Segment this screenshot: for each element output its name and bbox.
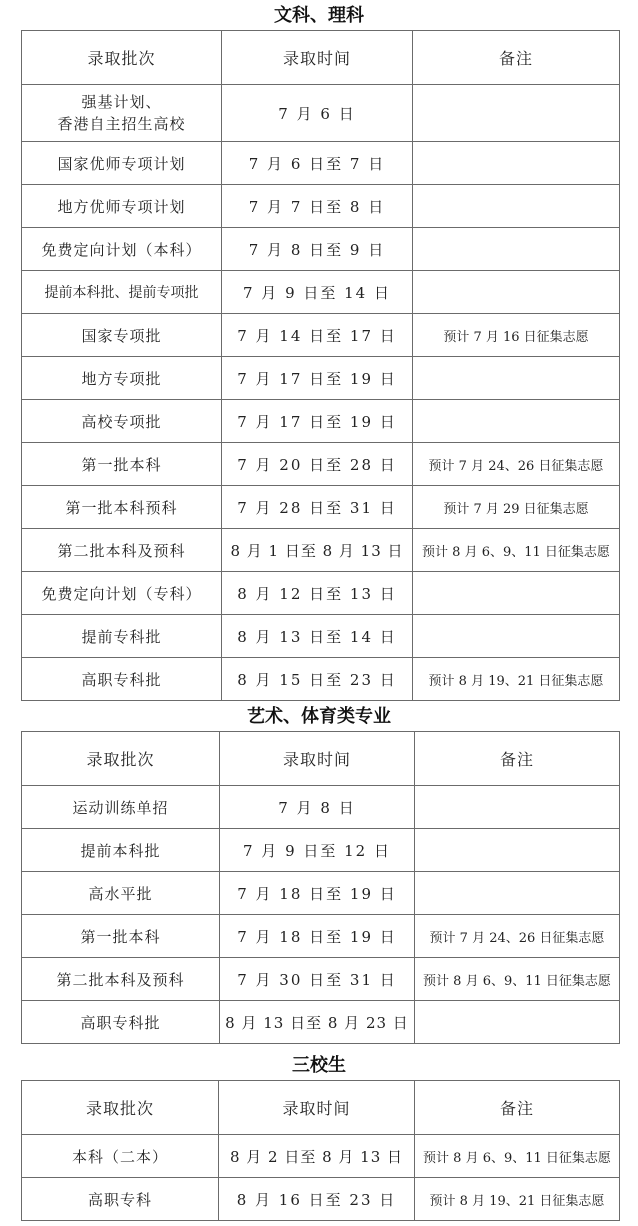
schedule-table-arts-sports — [21, 731, 620, 1044]
note-cell — [413, 572, 620, 615]
note-cell — [415, 786, 620, 829]
note-cell: 预计 7 月 29 日征集志愿 — [413, 486, 620, 529]
note-cell — [413, 142, 620, 185]
batch-cell: 国家优师专项计划 — [22, 142, 222, 185]
header-time: 录取时间 — [219, 1081, 415, 1135]
section-title-three-schools: 三校生 — [292, 1055, 346, 1076]
time-cell: 8 月 1 日至 8 月 13 日 — [222, 529, 413, 572]
batch-cell: 运动训练单招 — [22, 786, 220, 829]
table-row — [22, 658, 620, 701]
table-row — [22, 1178, 620, 1221]
note-cell — [413, 228, 620, 271]
batch-cell: 高职专科批 — [22, 1001, 220, 1044]
batch-cell: 高职专科批 — [22, 658, 222, 701]
header-batch: 录取批次 — [22, 1081, 219, 1135]
note-cell: 预计 7 月 16 日征集志愿 — [413, 314, 620, 357]
time-cell: 7 月 9 日至 12 日 — [220, 829, 415, 872]
table-row — [22, 400, 620, 443]
table-row — [22, 85, 620, 142]
time-cell: 7 月 28 日至 31 日 — [222, 486, 413, 529]
note-cell: 预计 8 月 19、21 日征集志愿 — [413, 658, 620, 701]
table-row — [22, 615, 620, 658]
note-cell: 预计 7 月 24、26 日征集志愿 — [415, 915, 620, 958]
section-title-liberal-science: 文科、理科 — [274, 5, 364, 26]
batch-cell: 高水平批 — [22, 872, 220, 915]
note-cell: 预计 7 月 24、26 日征集志愿 — [413, 443, 620, 486]
table-row — [22, 786, 620, 829]
table-row — [22, 915, 620, 958]
time-cell: 7 月 30 日至 31 日 — [220, 958, 415, 1001]
batch-cell: 第一批本科 — [22, 915, 220, 958]
table-row — [22, 529, 620, 572]
time-cell: 7 月 18 日至 19 日 — [220, 915, 415, 958]
batch-line-1: 强基计划、 — [81, 93, 162, 111]
batch-cell: 免费定向计划（本科） — [22, 228, 222, 271]
table-row — [22, 958, 620, 1001]
time-cell: 7 月 17 日至 19 日 — [222, 400, 413, 443]
header-batch: 录取批次 — [22, 31, 222, 85]
header-note: 备注 — [415, 732, 620, 786]
time-cell: 8 月 15 日至 23 日 — [222, 658, 413, 701]
time-cell: 7 月 8 日至 9 日 — [222, 228, 413, 271]
table-header-row — [22, 31, 620, 85]
header-note: 备注 — [413, 31, 620, 85]
note-cell — [415, 1001, 620, 1044]
note-cell — [415, 829, 620, 872]
time-cell: 8 月 2 日至 8 月 13 日 — [219, 1135, 415, 1178]
header-time: 录取时间 — [222, 31, 413, 85]
time-cell: 7 月 7 日至 8 日 — [222, 185, 413, 228]
table-row — [22, 357, 620, 400]
time-cell: 7 月 6 日 — [222, 85, 413, 142]
table-header-row — [22, 1081, 620, 1135]
time-cell: 7 月 9 日至 14 日 — [222, 271, 413, 314]
batch-cell: 第二批本科及预科 — [22, 529, 222, 572]
table-row — [22, 1135, 620, 1178]
section-title-arts-sports: 艺术、体育类专业 — [247, 706, 391, 727]
note-cell — [413, 615, 620, 658]
batch-cell: 第一批本科 — [22, 443, 222, 486]
time-cell: 7 月 14 日至 17 日 — [222, 314, 413, 357]
table-row — [22, 872, 620, 915]
note-cell: 预计 8 月 6、9、11 日征集志愿 — [415, 958, 620, 1001]
table-row — [22, 228, 620, 271]
note-cell: 预计 8 月 6、9、11 日征集志愿 — [413, 529, 620, 572]
batch-cell: 提前专科批 — [22, 615, 222, 658]
header-note: 备注 — [415, 1081, 620, 1135]
batch-cell: 第一批本科预科 — [22, 486, 222, 529]
time-cell: 7 月 18 日至 19 日 — [220, 872, 415, 915]
batch-cell: 高职专科 — [22, 1178, 219, 1221]
time-cell: 7 月 20 日至 28 日 — [222, 443, 413, 486]
batch-cell: 提前本科批 — [22, 829, 220, 872]
batch-cell: 提前本科批、提前专项批 — [22, 271, 222, 314]
note-cell — [413, 271, 620, 314]
time-cell: 8 月 12 日至 13 日 — [222, 572, 413, 615]
note-cell — [413, 185, 620, 228]
batch-cell: 高校专项批 — [22, 400, 222, 443]
schedule-table-three-schools — [21, 1080, 620, 1221]
batch-cell: 地方专项批 — [22, 357, 222, 400]
table-row — [22, 271, 620, 314]
time-cell: 7 月 6 日至 7 日 — [222, 142, 413, 185]
batch-line-2: 香港自主招生高校 — [57, 115, 186, 133]
note-cell — [415, 872, 620, 915]
batch-cell: 国家专项批 — [22, 314, 222, 357]
table-row — [22, 572, 620, 615]
note-cell: 预计 8 月 6、9、11 日征集志愿 — [415, 1135, 620, 1178]
batch-cell: 第二批本科及预科 — [22, 958, 220, 1001]
batch-cell: 免费定向计划（专科） — [22, 572, 222, 615]
time-cell: 8 月 13 日至 14 日 — [222, 615, 413, 658]
table-row — [22, 829, 620, 872]
batch-cell: 本科（二本） — [22, 1135, 219, 1178]
batch-cell: 地方优师专项计划 — [22, 185, 222, 228]
table-row — [22, 443, 620, 486]
note-cell — [413, 85, 620, 142]
table-row — [22, 314, 620, 357]
batch-cell — [22, 85, 222, 142]
header-time: 录取时间 — [220, 732, 415, 786]
table-row — [22, 185, 620, 228]
time-cell: 7 月 17 日至 19 日 — [222, 357, 413, 400]
header-batch: 录取批次 — [22, 732, 220, 786]
table-row — [22, 486, 620, 529]
time-cell: 8 月 13 日至 8 月 23 日 — [220, 1001, 415, 1044]
table-row — [22, 142, 620, 185]
note-cell: 预计 8 月 19、21 日征集志愿 — [415, 1178, 620, 1221]
table-header-row — [22, 732, 620, 786]
time-cell: 7 月 8 日 — [220, 786, 415, 829]
time-cell: 8 月 16 日至 23 日 — [219, 1178, 415, 1221]
note-cell — [413, 400, 620, 443]
schedule-table-liberal-science — [21, 30, 620, 701]
table-row — [22, 1001, 620, 1044]
note-cell — [413, 357, 620, 400]
